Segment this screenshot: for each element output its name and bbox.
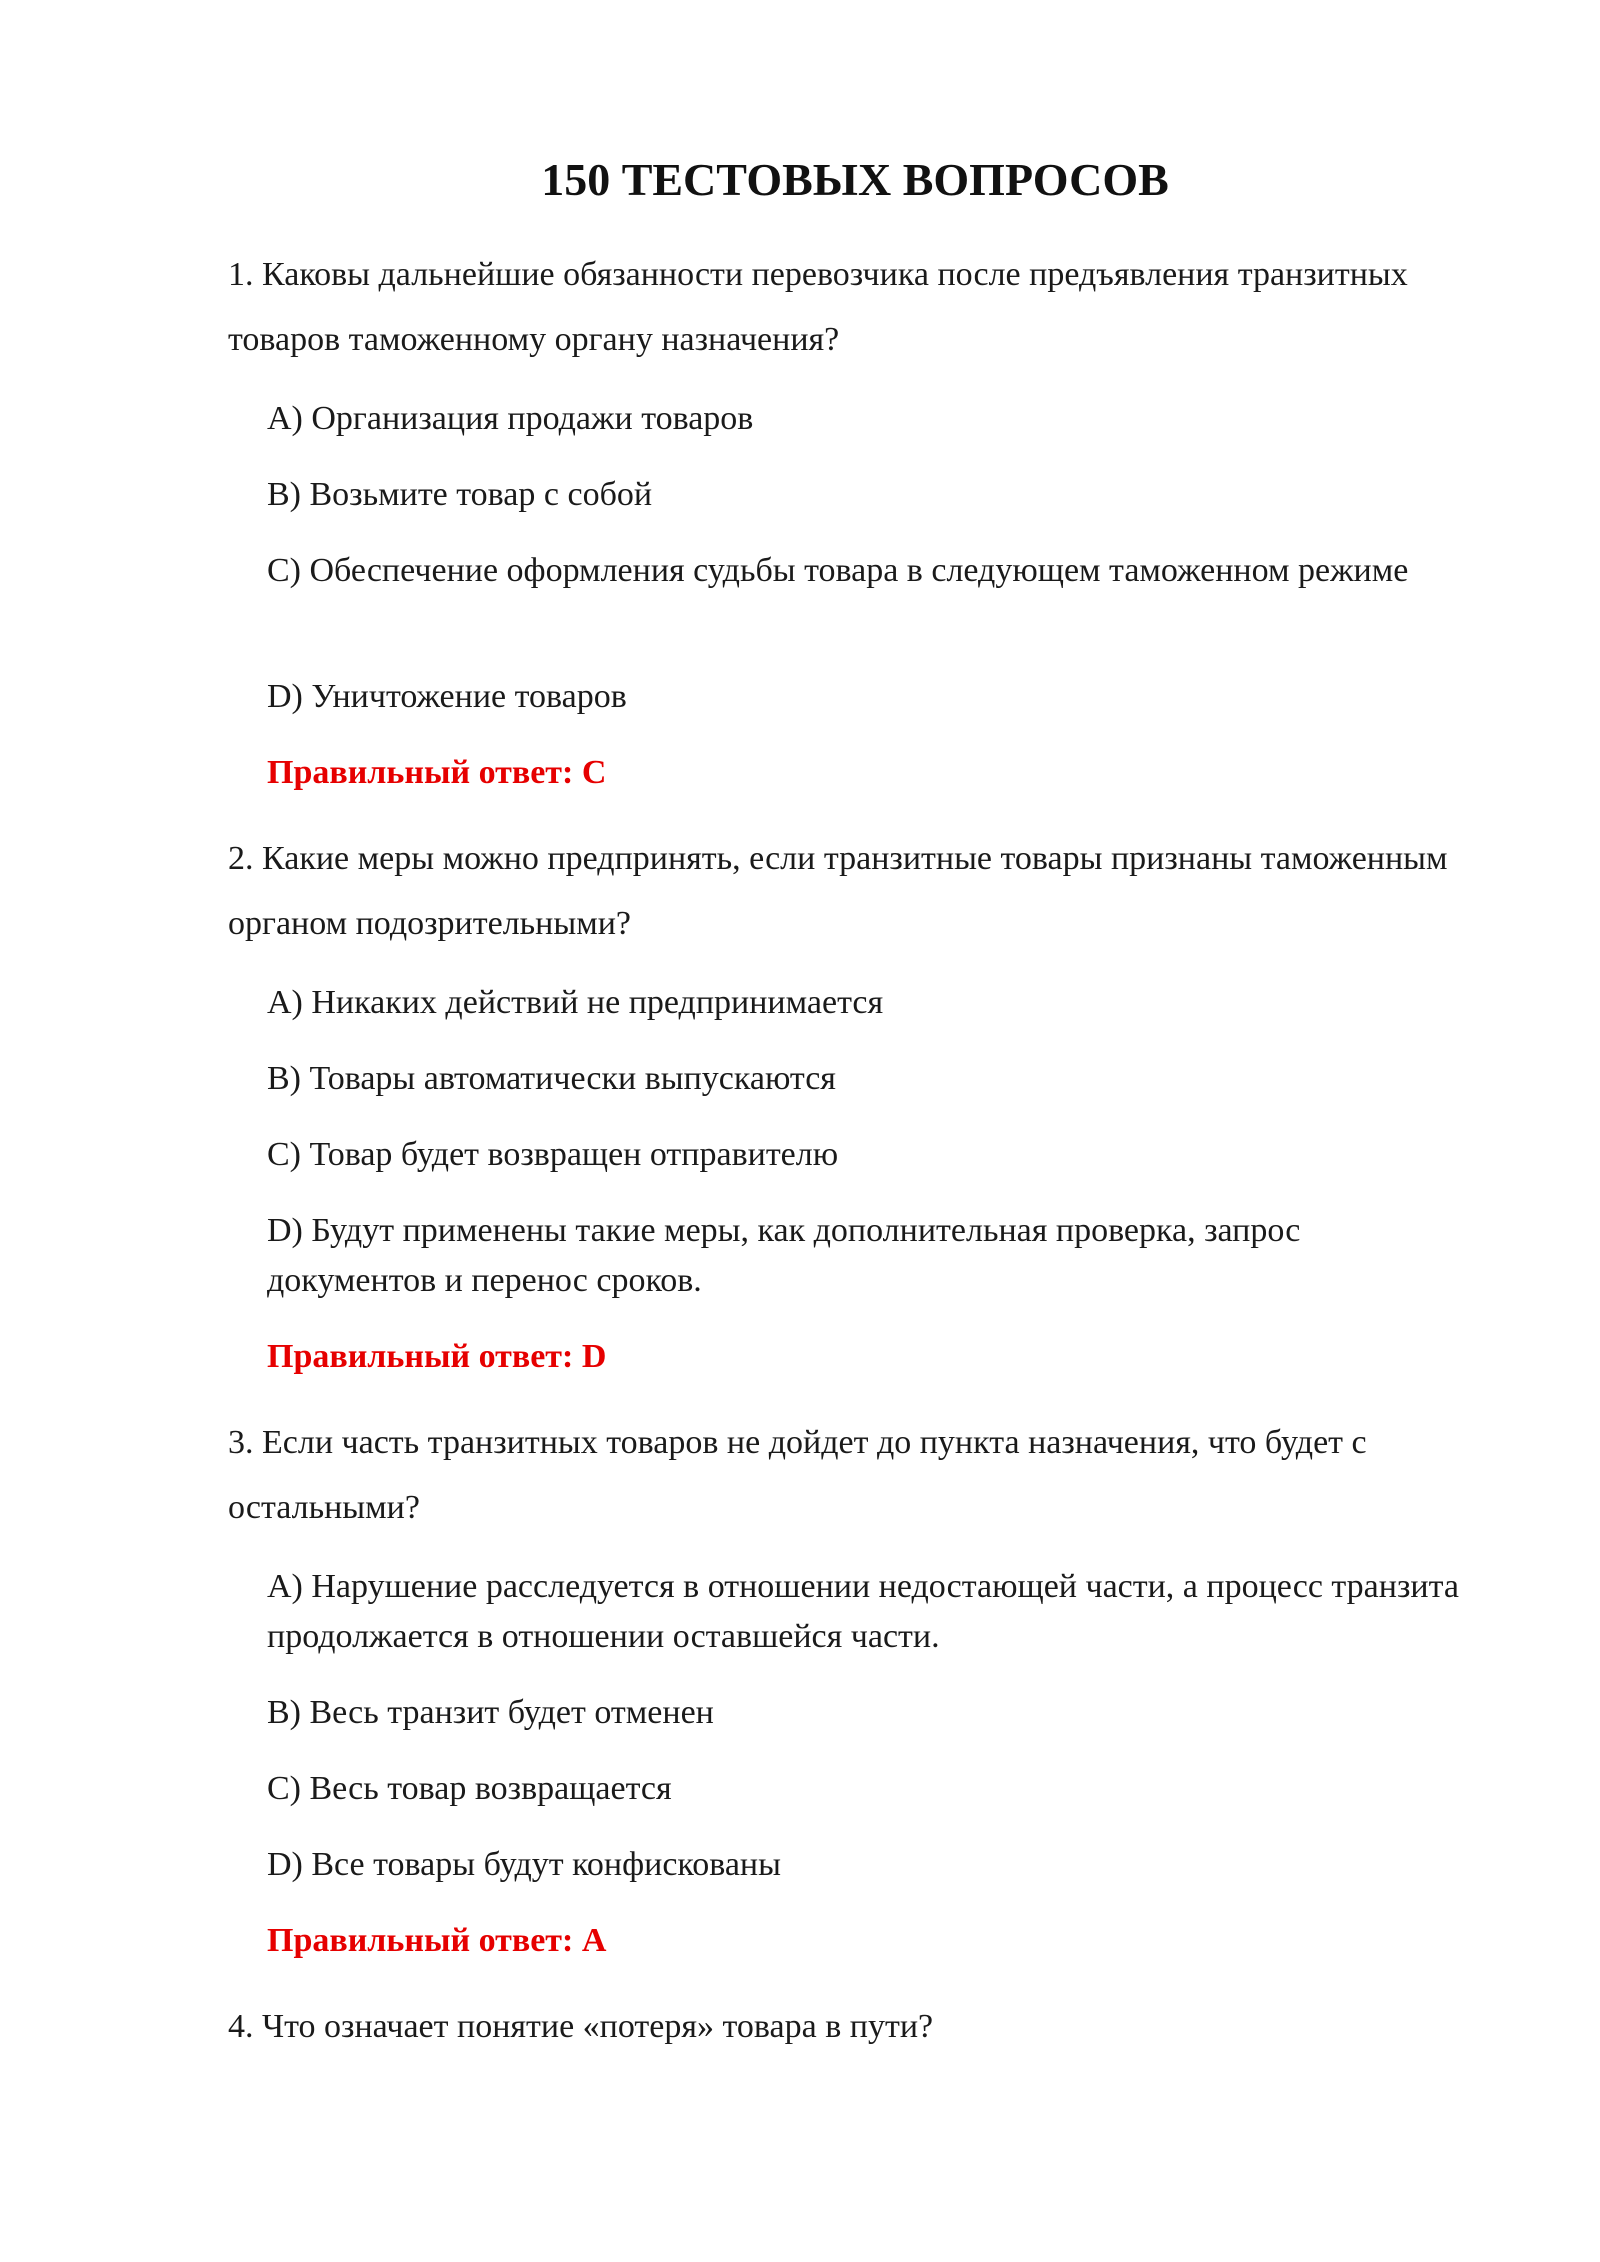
question-2-text: 2. Какие меры можно предпринять, если транзитные товары признаны таможенным органом подозрительными? xyxy=(228,840,1448,942)
question-1-option-c: C) Обеспечение оформления судьбы товара в следующем таможенном режиме xyxy=(267,552,1409,589)
question-3-option-b: B) Весь транзит будет отменен xyxy=(267,1694,714,1731)
question-3-answer: Правильный ответ: A xyxy=(267,1922,607,1959)
question-3-option-d: D) Все товары будут конфискованы xyxy=(267,1846,781,1883)
question-3-option-a: A) Нарушение расследуется в отношении недостающей части, а процесс транзита продолжается в отношении оставшейся части. xyxy=(267,1568,1459,1655)
question-3-text: 3. Если часть транзитных товаров не дойдет до пункта назначения, что будет с остальными? xyxy=(228,1424,1367,1526)
question-1-text: 1. Каковы дальнейшие обязанности перевозчика после предъявления транзитных товаров таможенному органу назначения? xyxy=(228,256,1408,358)
question-3-option-c: C) Весь товар возвращается xyxy=(267,1770,672,1807)
question-2-option-b: B) Товары автоматически выпускаются xyxy=(267,1060,836,1097)
question-2-answer: Правильный ответ: D xyxy=(267,1338,607,1375)
question-2-option-c: C) Товар будет возвращен отправителю xyxy=(267,1136,839,1173)
question-1-option-a: A) Организация продажи товаров xyxy=(267,400,754,437)
page-title: 150 ТЕСТОВЫХ ВОПРОСОВ xyxy=(541,154,1169,205)
question-4-text: 4. Что означает понятие «потеря» товара в пути? xyxy=(228,2008,934,2045)
question-1-option-d: D) Уничтожение товаров xyxy=(267,678,627,715)
question-2-option-a: A) Никаких действий не предпринимается xyxy=(267,984,884,1021)
question-2-option-d: D) Будут применены такие меры, как дополнительная проверка, запрос документов и перенос сроков. xyxy=(267,1212,1301,1299)
question-1-option-b: B) Возьмите товар с собой xyxy=(267,476,653,513)
question-1-answer: Правильный ответ: C xyxy=(267,754,607,791)
